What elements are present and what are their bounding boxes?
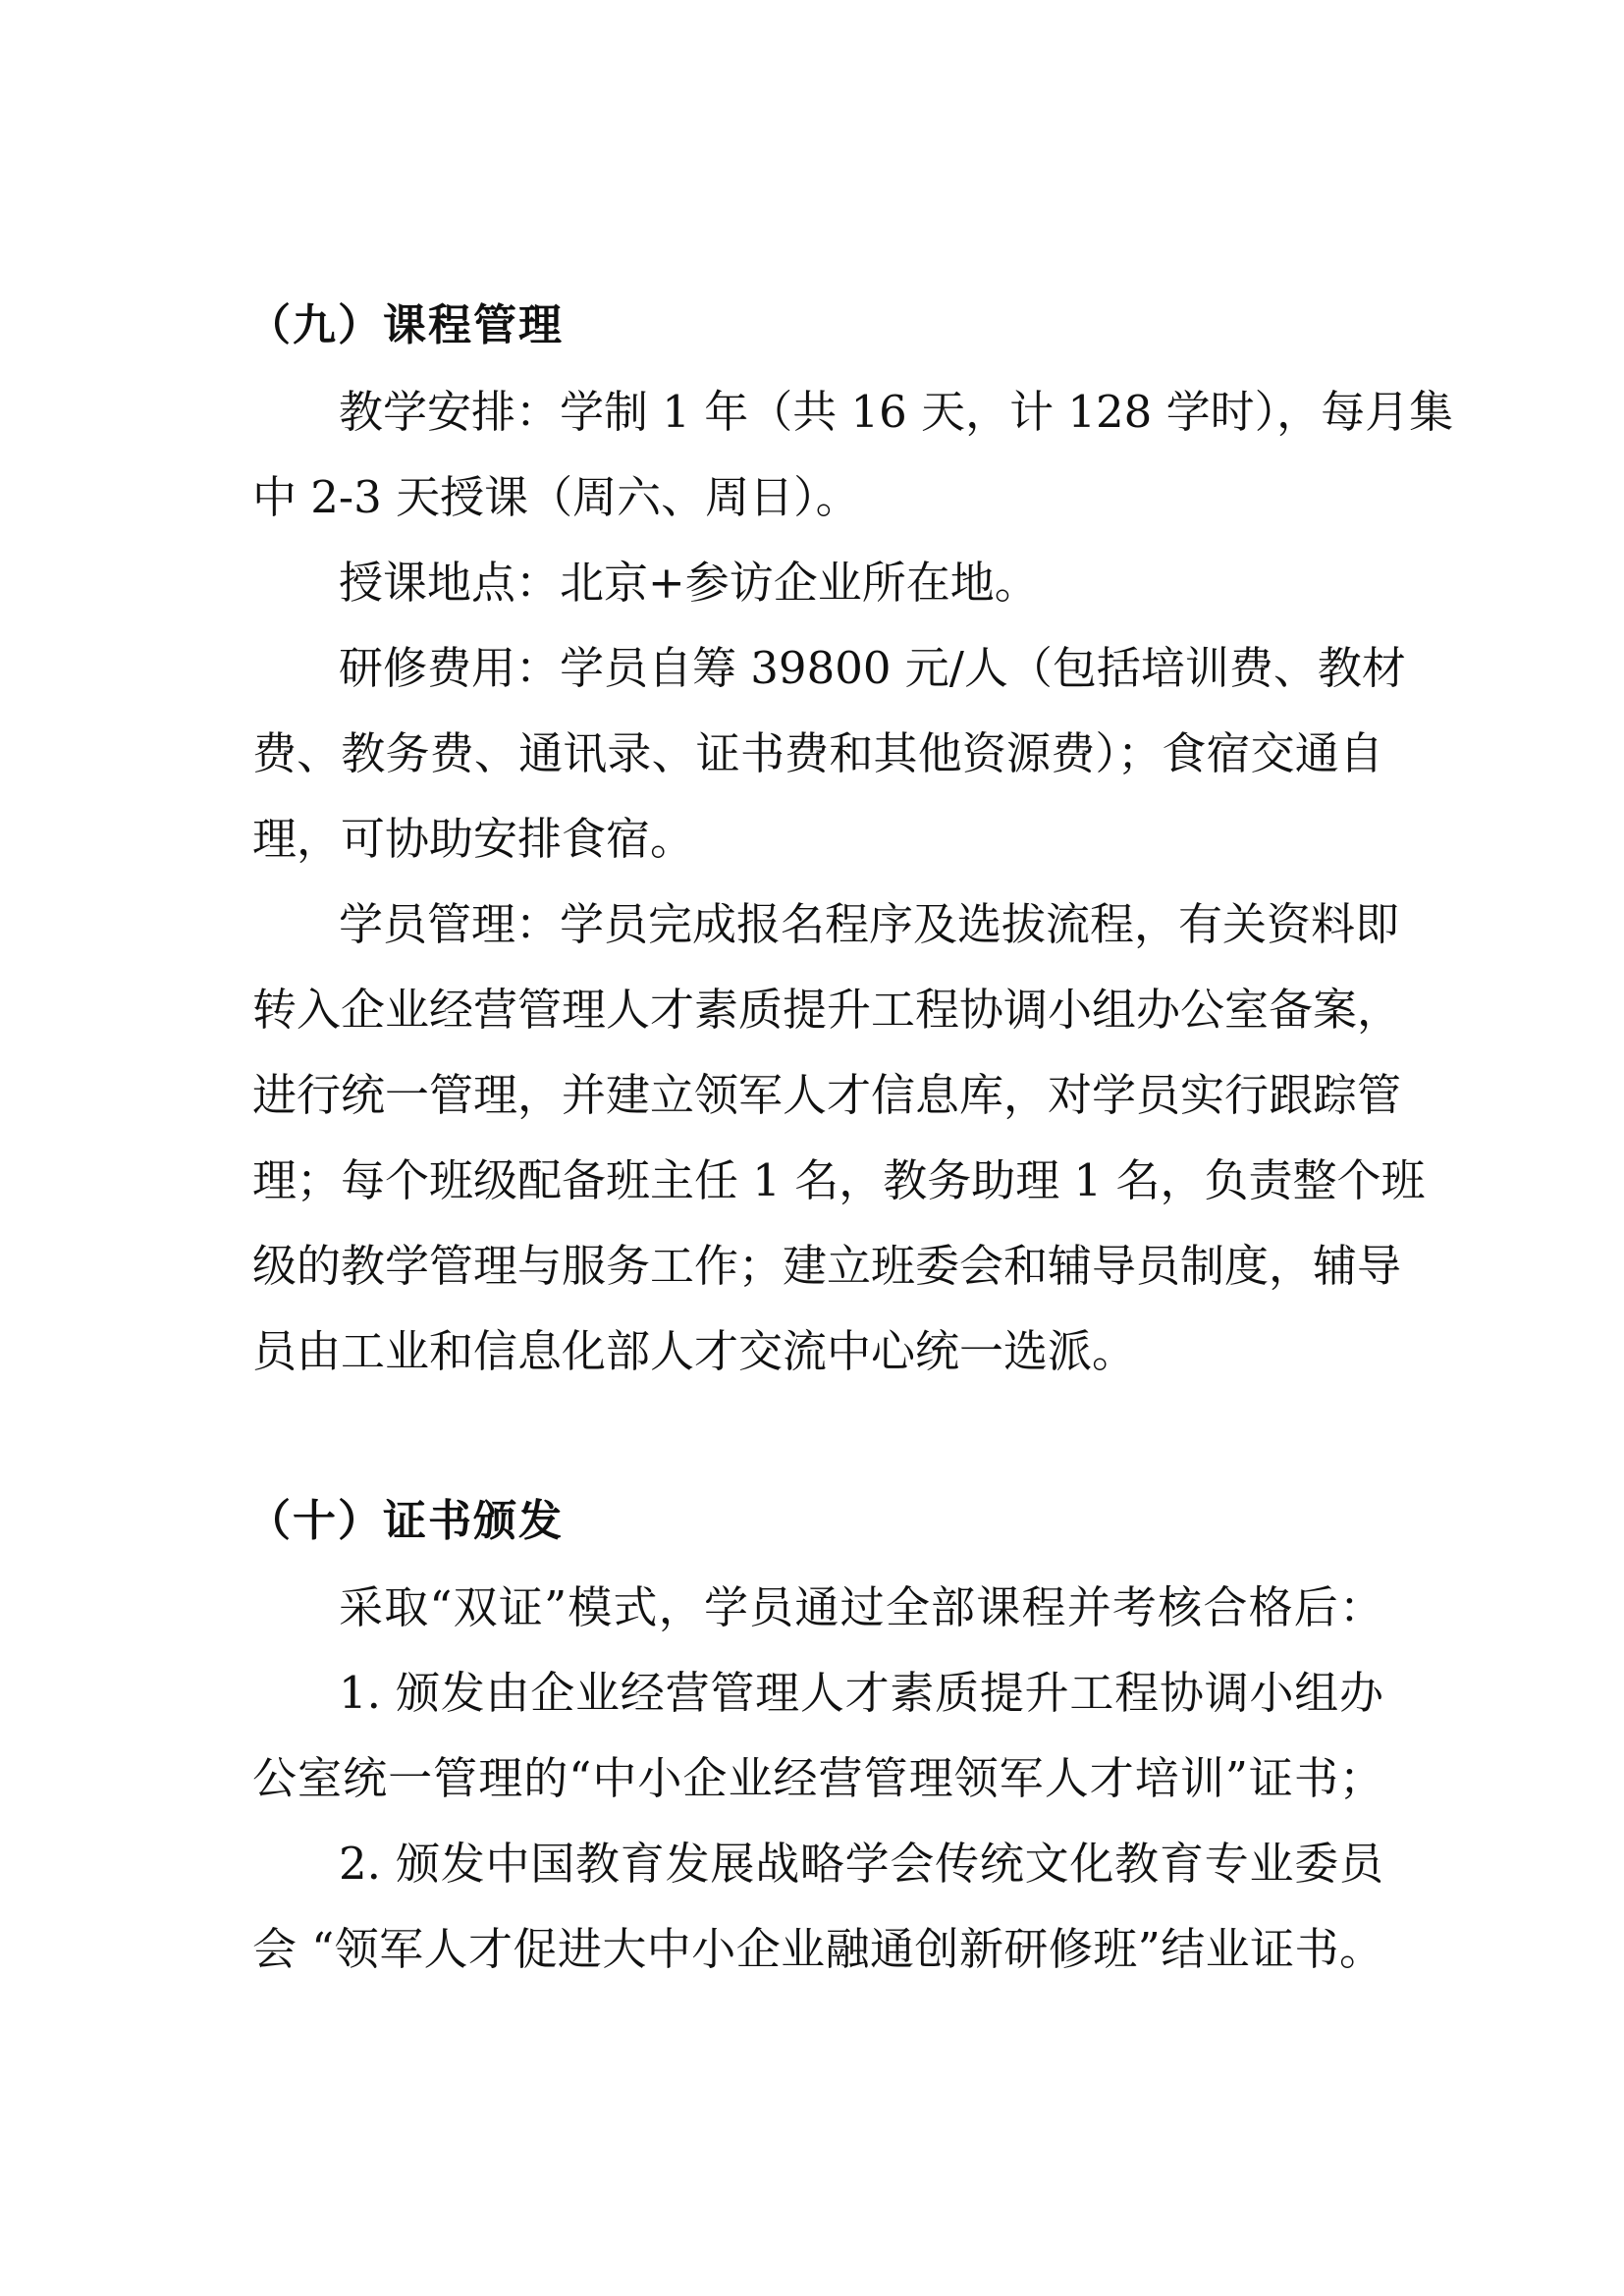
fee-line-1: 研修费用：学员自筹 39800 元/人（包括培训费、教材 <box>339 642 1406 694</box>
section-9-heading: （九）课程管理 <box>247 300 564 350</box>
certificate-item-1-line-2: 公室统一管理的“中小企业经营管理领军人才培训”证书； <box>252 1752 1383 1804</box>
certificate-item-1-line-1: 1. 颁发由企业经营管理人才素质提升工程协调小组办 <box>339 1667 1383 1719</box>
student-management-line-1: 学员管理：学员完成报名程序及选拔流程，有关资料即 <box>339 898 1400 950</box>
location-line: 授课地点：北京+参访企业所在地。 <box>339 557 1039 609</box>
teaching-arrangement-line-2: 中 2-3 天授课（周六、周日）。 <box>252 471 860 523</box>
fee-line-3: 理，可协助安排食宿。 <box>252 813 695 865</box>
certificate-intro-line: 采取“双证”模式，学员通过全部课程并考核合格后： <box>339 1581 1383 1633</box>
teaching-arrangement-line-1: 教学安排：学制 1 年（共 16 天，计 128 学时），每月集 <box>339 386 1454 438</box>
student-management-line-3: 进行统一管理，并建立领军人才信息库，对学员实行跟踪管 <box>252 1069 1402 1121</box>
certificate-item-2-line-2: 会 “领军人才促进大中小企业融通创新研修班”结业证书。 <box>252 1923 1383 1975</box>
fee-line-2: 费、教务费、通讯录、证书费和其他资源费）；食宿交通自 <box>252 727 1383 779</box>
certificate-item-2-line-1: 2. 颁发中国教育发展战略学会传统文化教育专业委员 <box>339 1838 1383 1890</box>
student-management-line-6: 员由工业和信息化部人才交流中心统一选派。 <box>252 1325 1137 1377</box>
student-management-line-4: 理；每个班级配备班主任 1 名，教务助理 1 名，负责整个班 <box>252 1154 1426 1206</box>
student-management-line-2: 转入企业经营管理人才素质提升工程协调小组办公室备案， <box>252 984 1402 1036</box>
student-management-line-5: 级的教学管理与服务工作；建立班委会和辅导员制度，辅导 <box>252 1240 1402 1292</box>
section-10-heading: （十）证书颁发 <box>247 1496 564 1546</box>
